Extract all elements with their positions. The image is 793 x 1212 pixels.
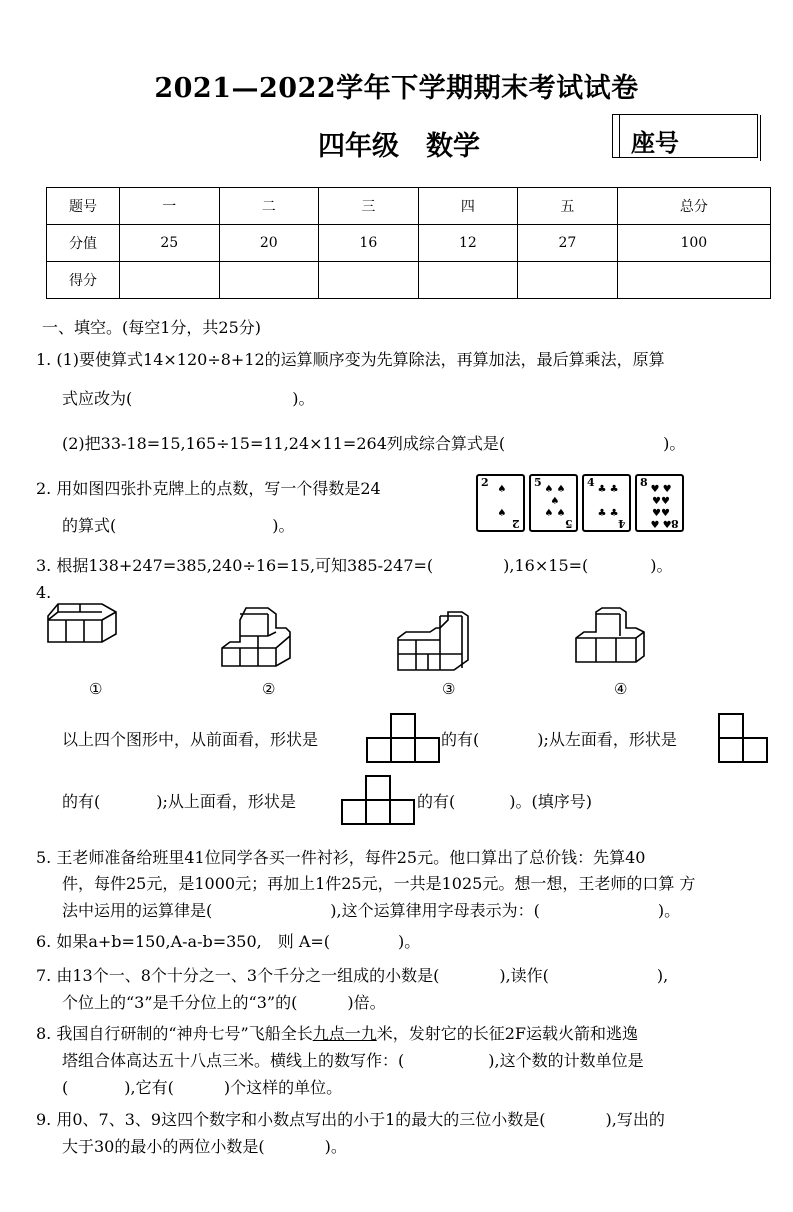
table-cell: 25: [120, 225, 220, 262]
q2-line1: 2. 用如图四张扑克牌上的点数，写一个得数是24: [36, 479, 381, 498]
column-header: 四: [418, 188, 518, 225]
table-row: [47, 188, 771, 225]
q4-line1b: 的有( );从左面看，形状是: [441, 730, 677, 749]
table-cell: 27: [518, 225, 618, 262]
section-heading: 一、填空。(每空1分，共25分): [42, 318, 262, 337]
figure-label: ①: [89, 680, 103, 698]
playing-card: 2 ♠ ♠ 2: [476, 474, 525, 532]
cube-figure-4: [574, 606, 648, 664]
q5-line1: 5. 王老师准备给班里41位同学各买一件衬衫，每件25元。他口算出了总价钱：先算40: [36, 848, 646, 867]
table-cell: 100: [617, 225, 770, 262]
score-table: [46, 187, 771, 299]
front-view-shape: [366, 712, 440, 764]
heart-icon: ♥ ♥ ♥♥ ♥♥ ♥ ♥: [650, 484, 672, 531]
q4-number: 4.: [36, 583, 52, 602]
q8-line3: ( ),它有( )个这样的单位。: [62, 1078, 343, 1097]
column-header: 总分: [617, 188, 770, 225]
table-cell: 12: [418, 225, 518, 262]
figure-label: ③: [442, 680, 456, 698]
q9-line1: 9. 用0、7、3、9这四个数字和小数点写出的小于1的最大的三位小数是( ),写出的: [36, 1110, 665, 1129]
row-label: 题号: [47, 188, 120, 225]
q2-line2: 的算式( )。: [62, 516, 295, 535]
score-input-cell[interactable]: [120, 262, 220, 299]
row-label: 分值: [47, 225, 120, 262]
column-header: 三: [319, 188, 419, 225]
q5-line2: 件，每件25元，是1000元；再加上1件25元，一共是1025元。想一想，王老师的口算 方: [62, 874, 696, 893]
cube-figure-2: [220, 606, 292, 668]
table-row: [47, 225, 771, 262]
q4-line2a: 的有( );从上面看，形状是: [62, 792, 296, 811]
row-label: 得分: [47, 262, 120, 299]
q7-line1: 7. 由13个一、8个十分之一、3个千分之一组成的小数是( ),读作( ),: [36, 966, 669, 985]
seat-number-box: [612, 114, 758, 158]
q8-line2: 塔组合体高达五十八点三米。横线上的数写作：( ),这个数的计数单位是: [62, 1051, 644, 1070]
left-view-shape: [718, 712, 768, 764]
score-input-cell[interactable]: [319, 262, 419, 299]
q1-line2: 式应改为( )。: [62, 389, 315, 408]
q4-line1a: 以上四个图形中，从前面看，形状是: [62, 730, 319, 749]
q7-line2: 个位上的“3”是千分位上的“3”的( )倍。: [62, 993, 386, 1012]
playing-card: 4 ♣ ♣ ♣ ♣ 4: [582, 474, 631, 532]
q1-line1: 1. (1)要使算式14×120÷8+12的运算顺序变为先算除法，再算加法，最后算乘法，原算: [36, 350, 665, 369]
q3-line: 3. 根据138+247=385,240÷16=15,可知385-247=( ),16×15=( )。: [36, 556, 673, 575]
spade-icon: ♠ ♠: [497, 484, 507, 519]
score-input-cell[interactable]: [418, 262, 518, 299]
cube-figure-1: [46, 602, 120, 646]
q5-line3: 法中运用的运算律是( ),这个运算律用字母表示为：( )。: [62, 901, 681, 920]
q9-line2: 大于30的最小的两位小数是( )。: [62, 1137, 347, 1156]
q4-line2c: 的有( )。(填序号): [417, 792, 592, 811]
playing-card: 5 ♠ ♠ ♠ ♠ ♠ 5: [529, 474, 578, 532]
q6-line: 6. 如果a+b=150,A-a-b=350, 则 A=( )。: [36, 932, 421, 951]
figure-label: ④: [614, 680, 628, 698]
table-cell: 16: [319, 225, 419, 262]
table-row: [47, 262, 771, 299]
club-icon: ♣ ♣ ♣ ♣: [597, 484, 619, 519]
score-input-cell[interactable]: [617, 262, 770, 299]
spade-icon: ♠ ♠ ♠ ♠ ♠: [544, 484, 566, 519]
column-header: 二: [219, 188, 319, 225]
column-header: 五: [518, 188, 618, 225]
q1-line3: (2)把33-18=15,165÷15=11,24×11=264列成综合算式是( )。: [62, 434, 686, 453]
figure-label: ②: [262, 680, 276, 698]
q8-line1: 8. 我国自行研制的“神舟七号”飞船全长九点一九米，发射它的长征2F运载火箭和逃逸: [36, 1024, 639, 1043]
exam-title: 2021—2022学年下学期期末考试试卷: [154, 73, 639, 104]
score-input-cell[interactable]: [219, 262, 319, 299]
top-view-shape: [341, 774, 415, 826]
underlined-number: 九点一九: [312, 1024, 377, 1043]
cube-figure-3: [396, 610, 470, 672]
playing-card: 8 ♥ ♥ ♥♥ ♥♥ ♥ ♥ 8: [635, 474, 684, 532]
column-header: 一: [120, 188, 220, 225]
score-input-cell[interactable]: [518, 262, 618, 299]
exam-subtitle: 四年级 数学: [318, 131, 480, 162]
seat-label: 座号: [631, 128, 679, 157]
table-cell: 20: [219, 225, 319, 262]
